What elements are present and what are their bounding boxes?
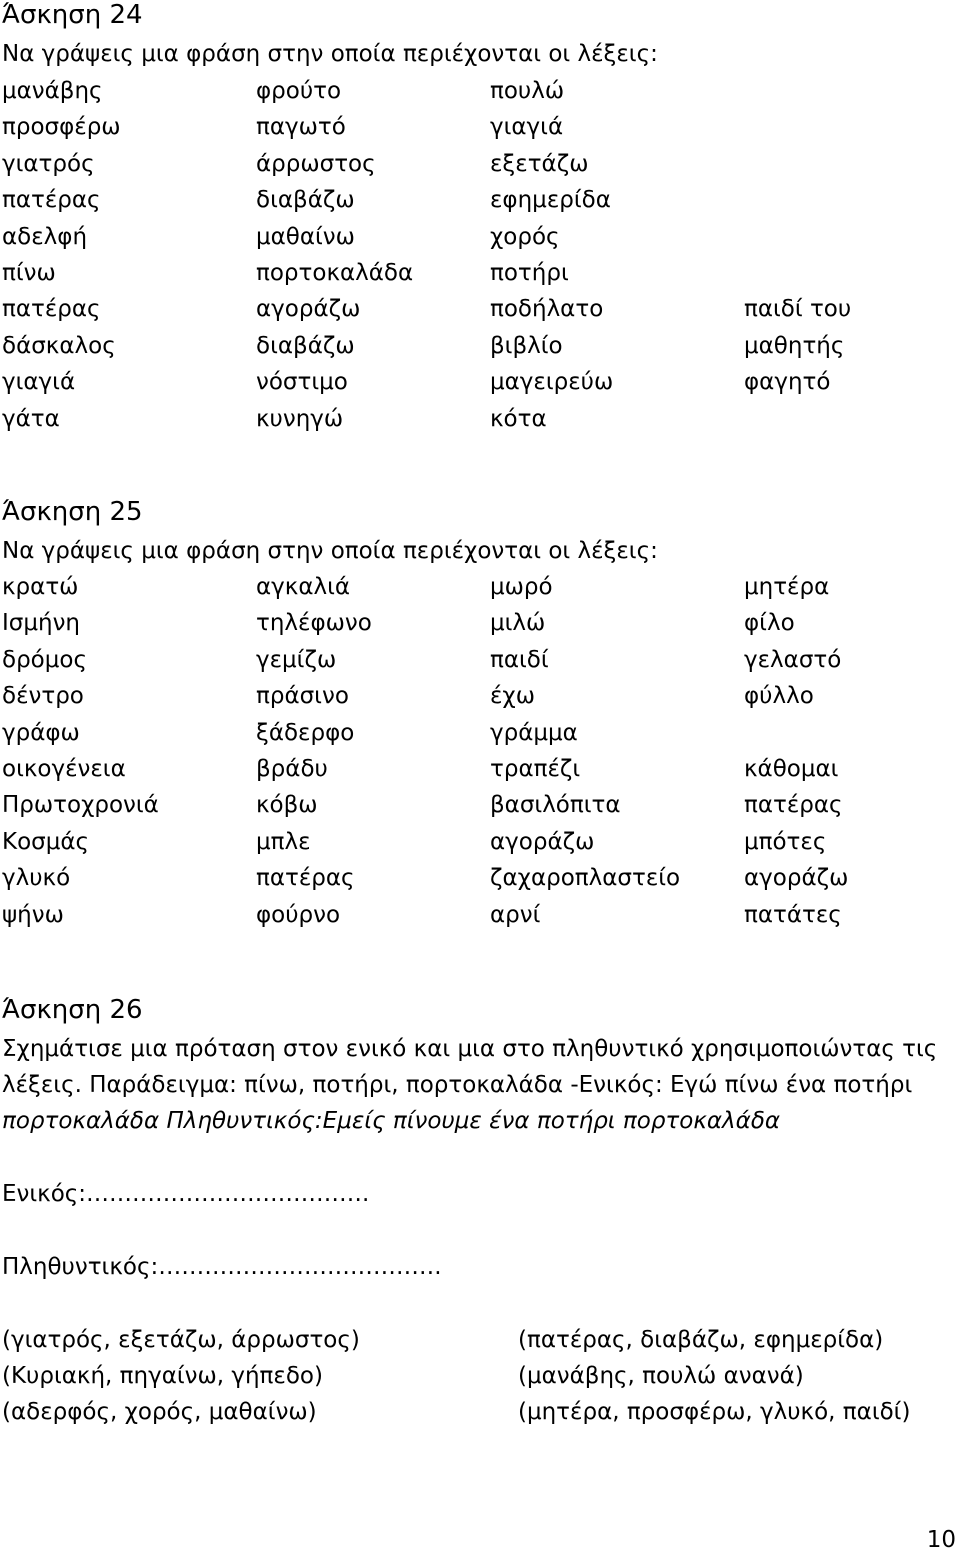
word-row [2,645,952,675]
word-cell: τηλέφωνο [256,610,372,637]
word-cell: ψήνω [2,901,64,928]
exercise-26-example-line: πορτοκαλάδα Πληθυντικός:Εμείς πίνουμε ένα ποτήρι πορτοκαλάδα [2,1108,781,1134]
word-cell: δρόμος [2,646,87,673]
word-row [2,222,952,252]
word-row [2,112,952,142]
word-cell: μανάβης [2,78,103,104]
word-cell: διαβάζω [256,332,355,359]
word-cell: εφημερίδα [490,187,611,214]
word-row [2,76,952,106]
word-cell: πίνω [2,260,56,286]
word-cell: φούρνο [256,901,341,928]
word-cell: νόστιμο [256,369,348,396]
word-cell: γάτα [2,405,60,432]
word-cell: πουλώ [490,78,565,104]
word-cell: γιατρός [2,150,95,177]
word-group-left-3: (αδερφός, χορός, μαθαίνω) [2,1399,317,1425]
word-cell: βασιλόπιτα [490,792,621,819]
word-cell: πατέρας [256,865,355,892]
word-cell: Ισμήνη [2,610,80,637]
word-cell: πατάτες [744,901,842,928]
word-cell: έχω [490,683,535,710]
plural-answer-line: Πληθυντικός:………………………………. [2,1254,442,1280]
word-cell: μπότες [744,828,827,855]
word-cell: γελαστό [744,646,842,673]
word-group-left-1: (γιατρός, εξετάζω, άρρωστος) [2,1327,360,1353]
word-cell: γεμίζω [256,646,337,673]
exercise-26-instruction-line-2: λέξεις. Παράδειγμα: πίνω, ποτήρι, πορτοκαλάδα -Ενικός: Εγώ πίνω ένα ποτήρι [2,1072,913,1098]
word-cell: φίλο [744,610,795,637]
word-cell: μαθαίνω [256,223,355,250]
word-cell: μαθητής [744,332,845,359]
word-cell: μιλώ [490,610,546,637]
word-cell: αγοράζω [256,296,361,323]
word-cell: κυνηγώ [256,405,344,432]
word-row [2,608,952,638]
word-cell: ποτήρι [490,260,569,286]
word-cell: αρνί [490,901,541,928]
word-cell: γιαγιά [490,114,564,141]
word-cell: πατέρας [744,792,843,819]
word-cell: αγκαλιά [256,574,351,600]
exercise-26-instruction-line-1: Σχημάτισε μια πρόταση στον ενικό και μια στο πληθυντικό χρησιμοποιώντας τις [2,1036,938,1062]
word-row [2,900,952,930]
word-cell: μωρό [490,574,553,600]
exercise-24-instruction: Να γράψεις μια φράση στην οποία περιέχονται οι λέξεις: [2,41,658,67]
word-row [2,404,952,434]
word-cell: φαγητό [744,369,831,396]
word-cell: δέντρο [2,683,84,710]
word-group-right-2: (μανάβης, πουλώ ανανά) [518,1363,804,1389]
word-row [2,681,952,711]
word-cell: παγωτό [256,114,346,141]
word-cell: αγοράζω [744,865,849,892]
word-group-right-3: (μητέρα, προσφέρω, γλυκό, παιδί) [518,1399,911,1425]
word-cell: διαβάζω [256,187,355,214]
word-cell: Κοσμάς [2,828,90,855]
word-cell: πατέρας [2,187,101,214]
word-cell: κάθομαι [744,756,839,782]
word-cell: φρούτο [256,78,342,104]
word-cell: πατέρας [2,296,101,323]
exercise-26-title: Άσκηση 26 [2,995,143,1025]
word-cell: ξάδερφο [256,719,355,746]
word-row [2,863,952,893]
singular-answer-line: Ενικός:………………………………. [2,1181,370,1207]
word-group-right-1: (πατέρας, διαβάζω, εφημερίδα) [518,1327,884,1353]
word-cell: κόβω [256,792,318,819]
word-cell: Πρωτοχρονιά [2,792,159,819]
exercise-24-title: Άσκηση 24 [2,0,143,30]
word-cell: μαγειρεύω [490,369,614,396]
word-row [2,185,952,215]
word-cell: μητέρα [744,574,830,600]
exercise-25-title: Άσκηση 25 [2,497,143,527]
word-row [2,331,952,361]
word-cell: ζαχαροπλαστείο [490,865,681,892]
page-number: 10 [926,1527,956,1553]
word-cell: προσφέρω [2,114,121,141]
word-row [2,258,952,288]
word-row [2,790,952,820]
word-cell: οικογένεια [2,756,126,782]
word-cell: κρατώ [2,574,79,600]
word-row [2,754,952,784]
word-cell: χορός [490,223,560,250]
word-cell: τραπέζι [490,756,581,782]
word-cell: πορτοκαλάδα [256,260,414,286]
word-row [2,827,952,857]
word-cell: παιδί [490,646,549,673]
word-cell: εξετάζω [490,150,589,177]
word-cell: ποδήλατο [490,296,604,323]
word-cell: δάσκαλος [2,332,116,359]
word-row [2,149,952,179]
word-cell: παιδί του [744,296,852,323]
word-cell: γλυκό [2,865,71,892]
word-cell: άρρωστος [256,150,376,177]
word-cell: γιαγιά [2,369,76,396]
word-row [2,718,952,748]
word-cell: γράφω [2,719,80,746]
word-cell: πράσινο [256,683,349,710]
word-cell: μπλε [256,828,311,855]
word-cell: γράμμα [490,719,578,746]
word-cell: αγοράζω [490,828,595,855]
word-cell: αδελφή [2,223,88,250]
word-group-left-2: (Κυριακή, πηγαίνω, γήπεδο) [2,1363,323,1389]
word-cell: φύλλο [744,683,814,710]
word-row [2,294,952,324]
word-cell: βιβλίο [490,332,563,359]
exercise-25-instruction: Να γράψεις μια φράση στην οποία περιέχονται οι λέξεις: [2,538,658,564]
word-row [2,367,952,397]
word-cell: βράδυ [256,756,328,782]
word-cell: κότα [490,405,547,432]
word-row [2,572,952,602]
